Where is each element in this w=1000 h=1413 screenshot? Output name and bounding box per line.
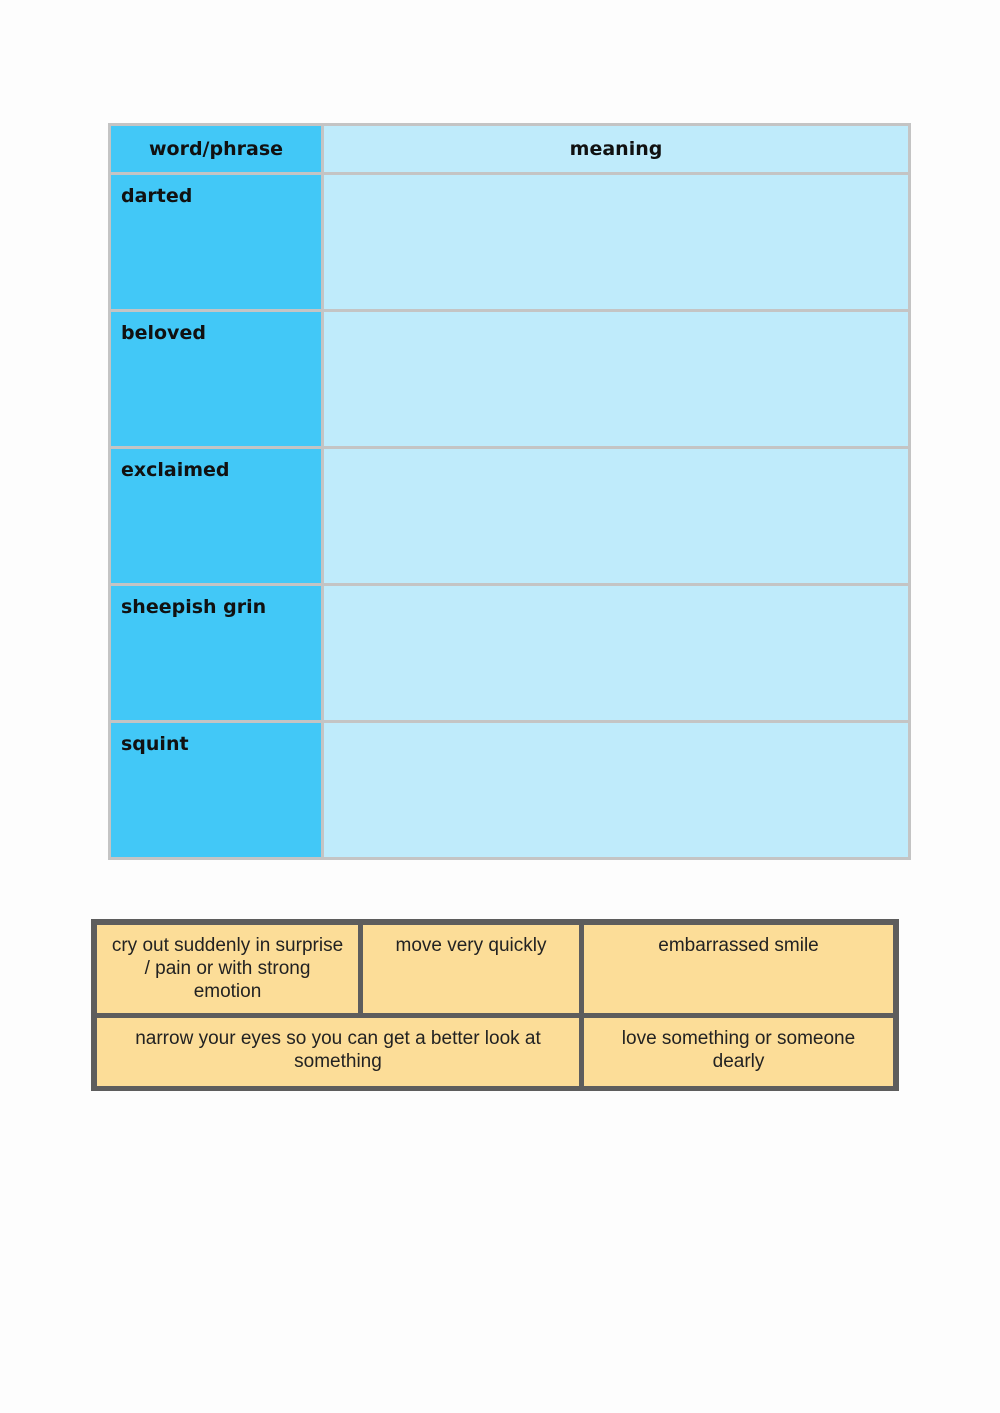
meaning-drop-zone-beloved[interactable] xyxy=(324,312,908,446)
header-word-phrase: word/phrase xyxy=(111,126,321,172)
word-cell-darted: darted xyxy=(111,175,321,309)
meaning-drop-zone-squint[interactable] xyxy=(324,723,908,857)
vocabulary-table xyxy=(108,123,911,860)
definition-card[interactable]: cry out suddenly in surprise / pain or with strong emotion xyxy=(97,925,358,1013)
meaning-drop-zone-sheepish-grin[interactable] xyxy=(324,586,908,720)
meaning-drop-zone-darted[interactable] xyxy=(324,175,908,309)
definition-card[interactable]: narrow your eyes so you can get a better look at something xyxy=(97,1018,579,1086)
word-cell-sheepish-grin: sheepish grin xyxy=(111,586,321,720)
word-cell-beloved: beloved xyxy=(111,312,321,446)
word-cell-exclaimed: exclaimed xyxy=(111,449,321,583)
word-cell-squint: squint xyxy=(111,723,321,857)
header-meaning: meaning xyxy=(324,126,908,172)
meaning-drop-zone-exclaimed[interactable] xyxy=(324,449,908,583)
definition-card[interactable]: embarrassed smile xyxy=(584,925,893,1013)
definition-card-bank xyxy=(91,919,899,1091)
definition-card[interactable]: love something or someone dearly xyxy=(584,1018,893,1086)
definition-card[interactable]: move very quickly xyxy=(363,925,579,1013)
